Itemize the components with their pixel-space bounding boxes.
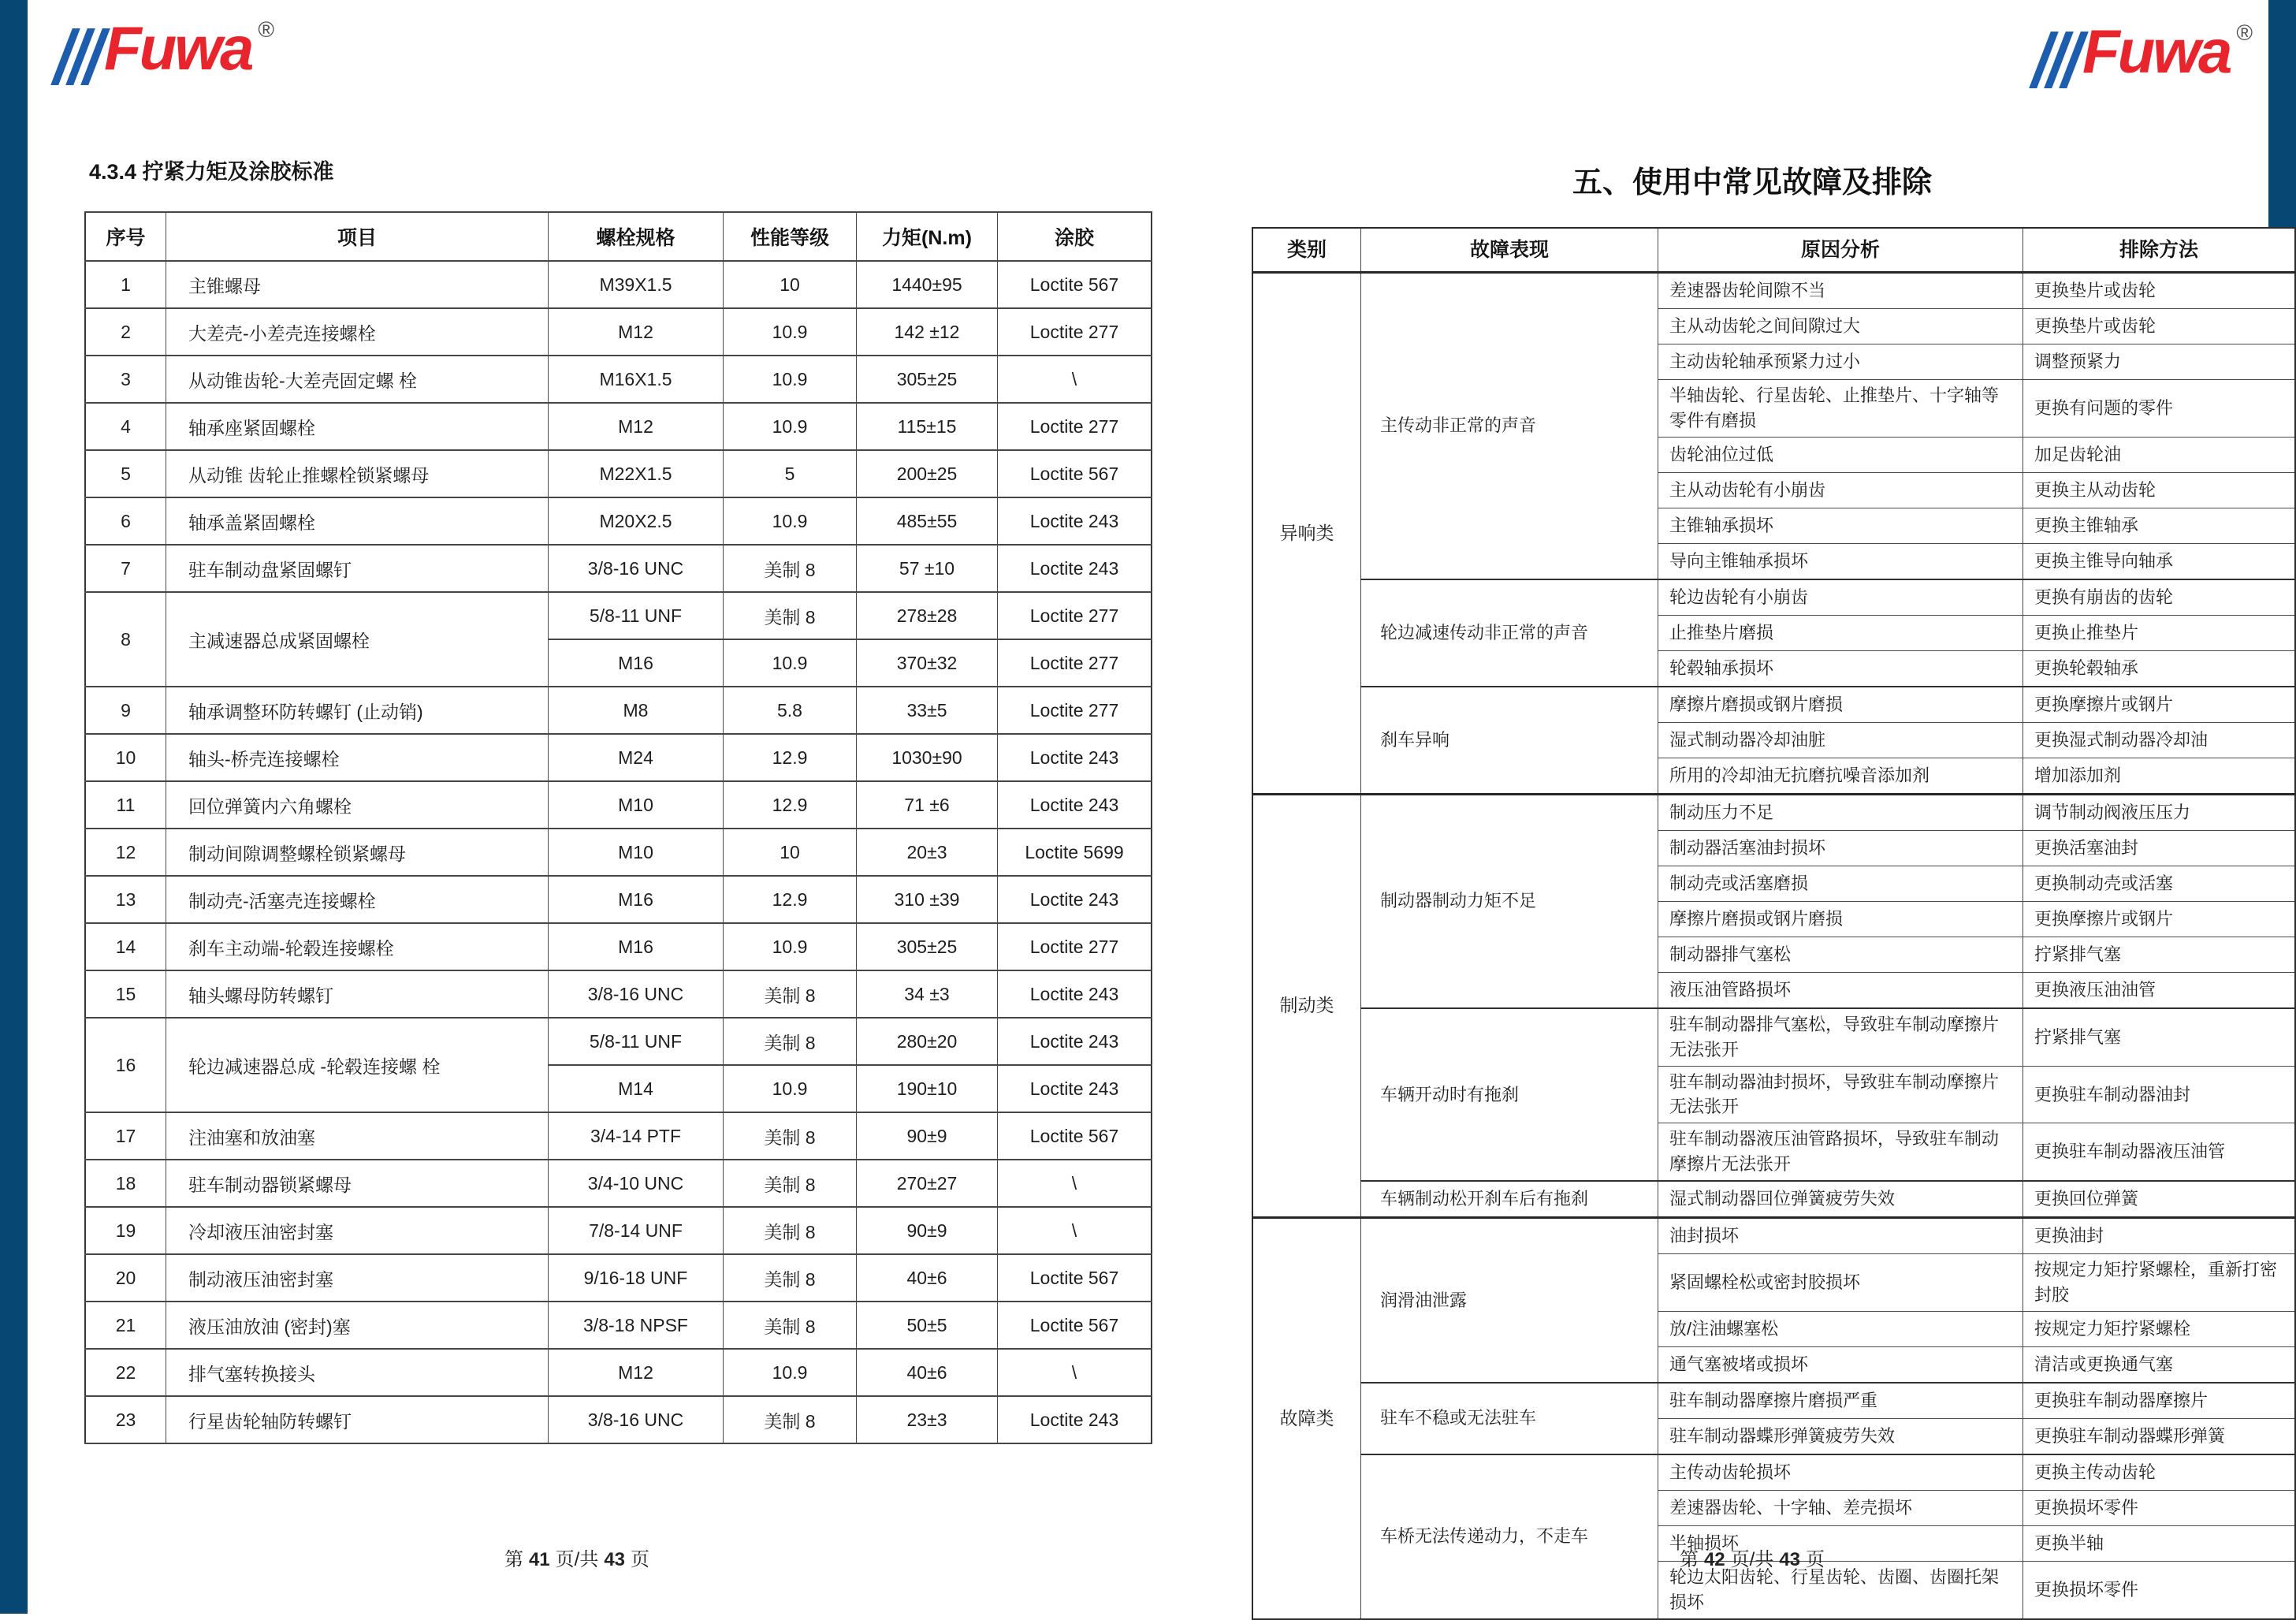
cell-glue: Loctite 243: [998, 1065, 1152, 1112]
torque-row: [85, 356, 1152, 403]
cell-grade: 12.9: [724, 781, 857, 829]
page-42: [1148, 0, 2278, 1614]
cell-cause: 湿式制动器冷却油脏: [1658, 722, 2023, 758]
cell-remedy: 调整预紧力: [2023, 344, 2296, 380]
cell-bolt-spec: 5/8-11 UNF: [549, 1018, 724, 1065]
cell-cause: 液压油管路损坏: [1658, 972, 2023, 1008]
cell-torque: 1030±90: [857, 734, 998, 781]
cell-torque: 280±20: [857, 1018, 998, 1065]
cell-bolt-spec: M12: [549, 1349, 724, 1396]
cell-grade: 美制 8: [724, 1254, 857, 1302]
fault-row: [1252, 1181, 2295, 1218]
cell-cause: 驻车制动器摩擦片磨损严重: [1658, 1383, 2023, 1419]
cell-cause: 湿式制动器回位弹簧疲劳失效: [1658, 1181, 2023, 1218]
cell-serial-no: 2: [85, 308, 166, 356]
cell-bolt-spec: M16X1.5: [549, 356, 724, 403]
troubleshooting-table: [1252, 227, 2296, 1620]
torque-section-title: 4.3.4 拧紧力矩及涂胶标准: [89, 160, 334, 184]
cell-glue: Loctite 567: [998, 1112, 1152, 1160]
cell-glue: Loctite 243: [998, 1396, 1152, 1443]
cell-glue: \: [998, 1160, 1152, 1207]
logo-wordmark: Fuwa: [2082, 17, 2231, 86]
cell-grade: 美制 8: [724, 545, 857, 592]
cell-remedy: 拧紧排气塞: [2023, 937, 2296, 972]
torque-row: [85, 1112, 1152, 1160]
cell-serial-no: 23: [85, 1396, 166, 1443]
cell-grade: 10.9: [724, 1065, 857, 1112]
cell-symptom: 车辆制动松开刹车后有拖刹: [1361, 1181, 1658, 1218]
cell-torque: 90±9: [857, 1207, 998, 1254]
cell-serial-no: 11: [85, 781, 166, 829]
cell-remedy: 更换垫片或齿轮: [2023, 273, 2296, 309]
cell-remedy: 更换有问题的零件: [2023, 380, 2296, 438]
fault-row: [1252, 1008, 2295, 1066]
cell-remedy: 调节制动阀液压压力: [2023, 794, 2296, 830]
cell-serial-no: 22: [85, 1349, 166, 1396]
cell-bolt-spec: M10: [549, 829, 724, 876]
column-header: 序号: [85, 212, 166, 261]
cell-bolt-spec: 3/8-18 NPSF: [549, 1302, 724, 1349]
cell-grade: 5: [724, 450, 857, 497]
cell-serial-no: 17: [85, 1112, 166, 1160]
cell-glue: Loctite 243: [998, 781, 1152, 829]
cell-grade: 美制 8: [724, 1207, 857, 1254]
cell-remedy: 更换主锥导向轴承: [2023, 543, 2296, 579]
column-header: 螺栓规格: [549, 212, 724, 261]
torque-row: [85, 592, 1152, 639]
cell-item: 行星齿轮轴防转螺钉: [166, 1396, 549, 1443]
cell-remedy: 更换驻车制动器摩擦片: [2023, 1383, 2296, 1419]
cell-serial-no: 21: [85, 1302, 166, 1349]
cell-grade: 10.9: [724, 639, 857, 687]
cell-grade: 10.9: [724, 497, 857, 545]
cell-cause: 差速器齿轮、十字轴、差壳损坏: [1658, 1490, 2023, 1525]
cell-glue: Loctite 243: [998, 1018, 1152, 1065]
cell-item: 轴承座紧固螺栓: [166, 403, 549, 450]
torque-row: [85, 1018, 1152, 1065]
fault-row: [1252, 1454, 2295, 1491]
cell-cause: 轮边太阳齿轮、行星齿轮、齿圈、齿圈托架损坏: [1658, 1561, 2023, 1618]
cell-symptom: 主传动非正常的声音: [1361, 273, 1658, 579]
cell-remedy: 更换油封: [2023, 1218, 2296, 1254]
cell-remedy: 更换液压油油管: [2023, 972, 2296, 1008]
cell-item: 轴承调整环防转螺钉 (止动销): [166, 687, 549, 734]
cell-torque: 57 ±10: [857, 545, 998, 592]
cell-item: 驻车制动器锁紧螺母: [166, 1160, 549, 1207]
cell-cause: 驻车制动器蝶形弹簧疲劳失效: [1658, 1418, 2023, 1454]
cell-bolt-spec: 7/8-14 UNF: [549, 1207, 724, 1254]
cell-torque: 90±9: [857, 1112, 998, 1160]
cell-remedy: 按规定力矩拧紧螺栓: [2023, 1311, 2296, 1346]
cell-bolt-spec: M14: [549, 1065, 724, 1112]
cell-bolt-spec: M16: [549, 923, 724, 970]
cell-serial-no: 1: [85, 261, 166, 308]
torque-row: [85, 1207, 1152, 1254]
cell-remedy: 更换主传动齿轮: [2023, 1454, 2296, 1491]
cell-torque: 370±32: [857, 639, 998, 687]
cell-cause: 半轴齿轮、行星齿轮、止推垫片、十字轴等零件有磨损: [1658, 380, 2023, 438]
cell-grade: 10.9: [724, 403, 857, 450]
cell-cause: 摩擦片磨损或钢片磨损: [1658, 687, 2023, 723]
cell-bolt-spec: M12: [549, 308, 724, 356]
cell-cause: 止推垫片磨损: [1658, 615, 2023, 650]
cell-torque: 270±27: [857, 1160, 998, 1207]
cell-remedy: 更换半轴: [2023, 1525, 2296, 1561]
cell-item: 排气塞转换接头: [166, 1349, 549, 1396]
cell-symptom: 车辆开动时有拖刹: [1361, 1008, 1658, 1181]
cell-category: 故障类: [1252, 1218, 1361, 1619]
cell-remedy: 更换摩擦片或钢片: [2023, 687, 2296, 723]
cell-glue: Loctite 243: [998, 545, 1152, 592]
cell-cause: 主从动齿轮之间间隙过大: [1658, 309, 2023, 344]
cell-glue: Loctite 243: [998, 970, 1152, 1018]
cell-item: 驻车制动盘紧固螺钉: [166, 545, 549, 592]
fault-row: [1252, 687, 2295, 723]
cell-torque: 40±6: [857, 1349, 998, 1396]
cell-bolt-spec: M10: [549, 781, 724, 829]
fault-row: [1252, 794, 2295, 830]
torque-row: [85, 781, 1152, 829]
cell-item: 大差壳-小差壳连接螺栓: [166, 308, 549, 356]
cell-bolt-spec: 9/16-18 UNF: [549, 1254, 724, 1302]
cell-cause: 驻车制动器液压油管路损坏，导致驻车制动摩擦片无法张开: [1658, 1123, 2023, 1181]
cell-symptom: 驻车不稳或无法驻车: [1361, 1383, 1658, 1454]
cell-torque: 200±25: [857, 450, 998, 497]
footer-text: 页/共: [555, 1549, 599, 1570]
column-header: 故障表现: [1361, 228, 1658, 273]
torque-row: [85, 1396, 1152, 1443]
cell-cause: 放/注油螺塞松: [1658, 1311, 2023, 1346]
cell-remedy: 更换有崩齿的齿轮: [2023, 579, 2296, 616]
cell-cause: 齿轮油位过低: [1658, 437, 2023, 472]
cell-serial-no: 18: [85, 1160, 166, 1207]
page-footer-right: [1252, 1544, 2253, 1571]
cell-cause: 差速器齿轮间隙不当: [1658, 273, 2023, 309]
cell-grade: 12.9: [724, 876, 857, 923]
torque-row: [85, 876, 1152, 923]
cell-item: 注油塞和放油塞: [166, 1112, 549, 1160]
cell-grade: 美制 8: [724, 592, 857, 639]
footer-text: 页: [1806, 1549, 1825, 1570]
cell-torque: 20±3: [857, 829, 998, 876]
column-header: 排除方法: [2023, 228, 2296, 273]
cell-glue: Loctite 243: [998, 876, 1152, 923]
cell-item: 制动壳-活塞壳连接螺栓: [166, 876, 549, 923]
column-header: 性能等级: [724, 212, 857, 261]
cell-grade: 美制 8: [724, 1302, 857, 1349]
cell-torque: 278±28: [857, 592, 998, 639]
cell-bolt-spec: M24: [549, 734, 724, 781]
logo-wordmark: Fuwa: [104, 13, 252, 83]
cell-bolt-spec: M22X1.5: [549, 450, 724, 497]
page-41: [28, 0, 1148, 1614]
cell-item: 主减速器总成紧固螺栓: [166, 592, 549, 687]
cell-bolt-spec: M8: [549, 687, 724, 734]
registered-trademark-icon: ®: [258, 17, 274, 42]
torque-glue-table: [84, 211, 1152, 1444]
fault-row: [1252, 273, 2295, 309]
cell-remedy: 更换回位弹簧: [2023, 1181, 2296, 1218]
footer-page-number: 41: [528, 1549, 550, 1570]
cell-item: 从动锥齿轮-大差壳固定螺 栓: [166, 356, 549, 403]
cell-item: 轴头螺母防转螺钉: [166, 970, 549, 1018]
footer-text: 页: [631, 1549, 650, 1570]
cell-remedy: 更换驻车制动器油封: [2023, 1066, 2296, 1123]
cell-bolt-spec: 3/4-14 PTF: [549, 1112, 724, 1160]
cell-remedy: 更换驻车制动器蝶形弹簧: [2023, 1418, 2296, 1454]
torque-row: [85, 545, 1152, 592]
cell-serial-no: 12: [85, 829, 166, 876]
cell-cause: 油封损坏: [1658, 1218, 2023, 1254]
cell-cause: 制动压力不足: [1658, 794, 2023, 830]
footer-page-number: 42: [1703, 1549, 1725, 1570]
cell-torque: 50±5: [857, 1302, 998, 1349]
cell-item: 制动间隙调整螺栓锁紧螺母: [166, 829, 549, 876]
cell-symptom: 轮边减速传动非正常的声音: [1361, 579, 1658, 687]
cell-cause: 所用的冷却油无抗磨抗噪音添加剂: [1658, 758, 2023, 794]
fault-row: [1252, 1218, 2295, 1254]
cell-cause: 半轴损坏: [1658, 1525, 2023, 1561]
cell-grade: 10: [724, 829, 857, 876]
cell-cause: 主动齿轮轴承预紧力过小: [1658, 344, 2023, 380]
footer-total-pages: 43: [1779, 1549, 1801, 1570]
cell-bolt-spec: M20X2.5: [549, 497, 724, 545]
column-header: 涂胶: [998, 212, 1152, 261]
cell-remedy: 更换制动壳或活塞: [2023, 866, 2296, 901]
cell-torque: 190±10: [857, 1065, 998, 1112]
cell-torque: 115±15: [857, 403, 998, 450]
cell-remedy: 清洁或更换通气塞: [2023, 1346, 2296, 1383]
cell-serial-no: 10: [85, 734, 166, 781]
torque-row: [85, 970, 1152, 1018]
cell-cause: 轮毂轴承损坏: [1658, 650, 2023, 687]
torque-table-body: [85, 261, 1152, 1443]
footer-text: 页/共: [1730, 1549, 1774, 1570]
cell-serial-no: 5: [85, 450, 166, 497]
cell-bolt-spec: 3/8-16 UNC: [549, 1396, 724, 1443]
cell-grade: 美制 8: [724, 1112, 857, 1160]
cell-serial-no: 19: [85, 1207, 166, 1254]
cell-item: 轮边减速器总成 -轮毂连接螺 栓: [166, 1018, 549, 1112]
cell-bolt-spec: M16: [549, 639, 724, 687]
cell-remedy: 拧紧排气塞: [2023, 1008, 2296, 1066]
cell-grade: 12.9: [724, 734, 857, 781]
cell-cause: 主传动齿轮损坏: [1658, 1454, 2023, 1491]
cell-grade: 5.8: [724, 687, 857, 734]
cell-remedy: 增加添加剂: [2023, 758, 2296, 794]
cell-serial-no: 8: [85, 592, 166, 687]
cell-cause: 紧固螺栓松或密封胶损坏: [1658, 1254, 2023, 1312]
cell-cause: 驻车制动器排气塞松，导致驻车制动摩擦片无法张开: [1658, 1008, 2023, 1066]
cell-cause: 主从动齿轮有小崩齿: [1658, 472, 2023, 508]
cell-category: 异响类: [1252, 273, 1361, 795]
fault-header-row: [1252, 228, 2295, 273]
cell-remedy: 更换垫片或齿轮: [2023, 309, 2296, 344]
cell-cause: 制动器排气塞松: [1658, 937, 2023, 972]
torque-row: [85, 687, 1152, 734]
cell-remedy: 加足齿轮油: [2023, 437, 2296, 472]
torque-row: [85, 261, 1152, 308]
cell-bolt-spec: 3/4-10 UNC: [549, 1160, 724, 1207]
cell-cause: 轮边齿轮有小崩齿: [1658, 579, 2023, 616]
cell-symptom: 润滑油泄露: [1361, 1218, 1658, 1383]
cell-torque: 1440±95: [857, 261, 998, 308]
cell-remedy: 更换活塞油封: [2023, 830, 2296, 866]
torque-row: [85, 403, 1152, 450]
cell-item: 回位弹簧内六角螺栓: [166, 781, 549, 829]
cell-grade: 美制 8: [724, 1160, 857, 1207]
cell-torque: 34 ±3: [857, 970, 998, 1018]
cell-glue: Loctite 277: [998, 687, 1152, 734]
cell-cause: 驻车制动器油封损坏，导致驻车制动摩擦片无法张开: [1658, 1066, 2023, 1123]
cell-glue: Loctite 243: [998, 497, 1152, 545]
torque-row: [85, 1302, 1152, 1349]
cell-serial-no: 9: [85, 687, 166, 734]
cell-glue: Loctite 277: [998, 308, 1152, 356]
left-edge-band: [0, 0, 28, 1614]
cell-cause: 制动器活塞油封损坏: [1658, 830, 2023, 866]
torque-row: [85, 1254, 1152, 1302]
registered-trademark-icon: ®: [2236, 20, 2253, 45]
cell-grade: 美制 8: [724, 1018, 857, 1065]
cell-grade: 10: [724, 261, 857, 308]
cell-item: 刹车主动端-轮毂连接螺栓: [166, 923, 549, 970]
cell-torque: 40±6: [857, 1254, 998, 1302]
cell-serial-no: 13: [85, 876, 166, 923]
cell-remedy: 按规定力矩拧紧螺栓，重新打密封胶: [2023, 1254, 2296, 1312]
torque-row: [85, 450, 1152, 497]
torque-row: [85, 829, 1152, 876]
page-footer-left: [84, 1544, 1070, 1571]
cell-remedy: 更换轮毂轴承: [2023, 650, 2296, 687]
cell-serial-no: 3: [85, 356, 166, 403]
cell-glue: Loctite 277: [998, 639, 1152, 687]
cell-serial-no: 15: [85, 970, 166, 1018]
cell-glue: Loctite 277: [998, 403, 1152, 450]
column-header: 项目: [166, 212, 549, 261]
cell-serial-no: 20: [85, 1254, 166, 1302]
cell-remedy: 更换损坏零件: [2023, 1490, 2296, 1525]
cell-item: 制动液压油密封塞: [166, 1254, 549, 1302]
cell-bolt-spec: M12: [549, 403, 724, 450]
torque-header-row: [85, 212, 1152, 261]
cell-bolt-spec: 3/8-16 UNC: [549, 545, 724, 592]
cell-glue: Loctite 567: [998, 450, 1152, 497]
cell-glue: \: [998, 1207, 1152, 1254]
cell-torque: 71 ±6: [857, 781, 998, 829]
cell-glue: Loctite 277: [998, 592, 1152, 639]
torque-row: [85, 923, 1152, 970]
cell-remedy: 更换主锥轴承: [2023, 508, 2296, 543]
cell-torque: 23±3: [857, 1396, 998, 1443]
cell-torque: 485±55: [857, 497, 998, 545]
cell-cause: 主锥轴承损坏: [1658, 508, 2023, 543]
torque-row: [85, 734, 1152, 781]
cell-category: 制动类: [1252, 794, 1361, 1217]
cell-symptom: 车桥无法传递动力，不走车: [1361, 1454, 1658, 1619]
cell-item: 轴承盖紧固螺栓: [166, 497, 549, 545]
fault-row: [1252, 1383, 2295, 1419]
column-header: 类别: [1252, 228, 1361, 273]
cell-serial-no: 6: [85, 497, 166, 545]
torque-table-head: [85, 212, 1152, 261]
cell-serial-no: 7: [85, 545, 166, 592]
footer-text: 第: [504, 1549, 523, 1570]
cell-item: 冷却液压油密封塞: [166, 1207, 549, 1254]
cell-bolt-spec: M16: [549, 876, 724, 923]
cell-torque: 33±5: [857, 687, 998, 734]
cell-cause: 摩擦片磨损或钢片磨损: [1658, 901, 2023, 937]
cell-grade: 美制 8: [724, 1396, 857, 1443]
cell-torque: 305±25: [857, 923, 998, 970]
column-header: 力矩(N.m): [857, 212, 998, 261]
cell-glue: Loctite 567: [998, 261, 1152, 308]
footer-total-pages: 43: [604, 1549, 626, 1570]
cell-symptom: 刹车异响: [1361, 687, 1658, 795]
torque-row: [85, 1160, 1152, 1207]
cell-remedy: 更换摩擦片或钢片: [2023, 901, 2296, 937]
faults-section-title: 五、使用中常见故障及排除: [1572, 166, 1932, 199]
cell-glue: Loctite 277: [998, 923, 1152, 970]
cell-grade: 10.9: [724, 356, 857, 403]
cell-item: 从动锥 齿轮止推螺栓锁紧螺母: [166, 450, 549, 497]
cell-bolt-spec: 5/8-11 UNF: [549, 592, 724, 639]
torque-row: [85, 497, 1152, 545]
cell-serial-no: 14: [85, 923, 166, 970]
cell-bolt-spec: M39X1.5: [549, 261, 724, 308]
cell-cause: 通气塞被堵或损坏: [1658, 1346, 2023, 1383]
footer-text: 第: [1679, 1549, 1699, 1570]
cell-torque: 310 ±39: [857, 876, 998, 923]
cell-bolt-spec: 3/8-16 UNC: [549, 970, 724, 1018]
cell-grade: 美制 8: [724, 970, 857, 1018]
cell-remedy: 更换主从动齿轮: [2023, 472, 2296, 508]
cell-grade: 10.9: [724, 923, 857, 970]
cell-remedy: 更换驻车制动器液压油管: [2023, 1123, 2296, 1181]
cell-cause: 导向主锥轴承损坏: [1658, 543, 2023, 579]
cell-cause: 制动壳或活塞磨损: [1658, 866, 2023, 901]
cell-glue: Loctite 567: [998, 1254, 1152, 1302]
cell-glue: Loctite 5699: [998, 829, 1152, 876]
cell-glue: Loctite 567: [998, 1302, 1152, 1349]
cell-serial-no: 16: [85, 1018, 166, 1112]
cell-glue: \: [998, 1349, 1152, 1396]
cell-serial-no: 4: [85, 403, 166, 450]
cell-item: 液压油放油 (密封)塞: [166, 1302, 549, 1349]
cell-glue: \: [998, 356, 1152, 403]
cell-symptom: 制动器制动力矩不足: [1361, 794, 1658, 1008]
cell-remedy: 更换止推垫片: [2023, 615, 2296, 650]
fault-table-body: [1252, 273, 2295, 1619]
fault-row: [1252, 579, 2295, 616]
cell-item: 轴头-桥壳连接螺栓: [166, 734, 549, 781]
cell-torque: 142 ±12: [857, 308, 998, 356]
cell-grade: 10.9: [724, 308, 857, 356]
cell-glue: Loctite 243: [998, 734, 1152, 781]
cell-remedy: 更换损坏零件: [2023, 1561, 2296, 1618]
fault-table-head: [1252, 228, 2295, 273]
torque-row: [85, 1349, 1152, 1396]
cell-grade: 10.9: [724, 1349, 857, 1396]
torque-row: [85, 308, 1152, 356]
cell-torque: 305±25: [857, 356, 998, 403]
cell-remedy: 更换湿式制动器冷却油: [2023, 722, 2296, 758]
column-header: 原因分析: [1658, 228, 2023, 273]
cell-item: 主锥螺母: [166, 261, 549, 308]
